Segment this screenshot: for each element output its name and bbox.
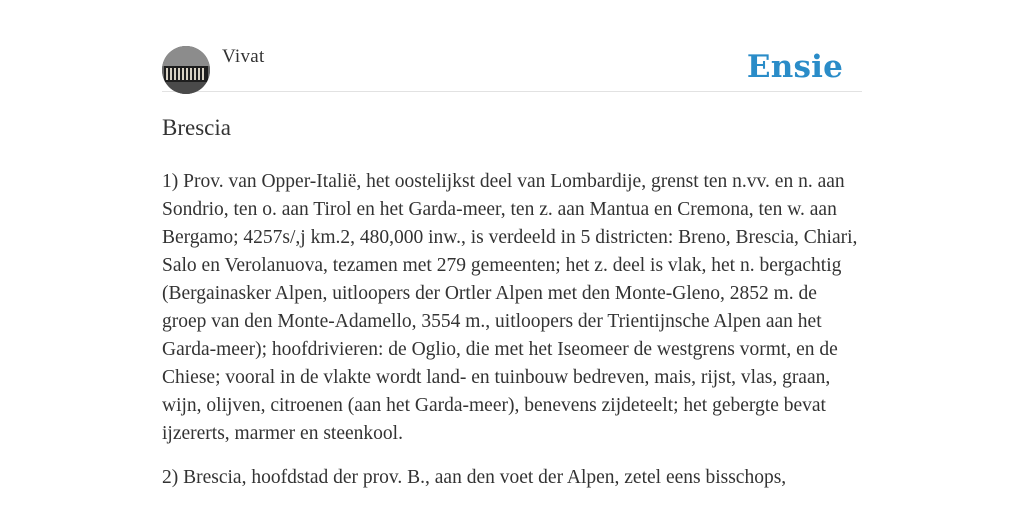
header [162, 46, 862, 92]
article-paragraph: 1) Prov. van Opper-Italië, het oostelijkst deel van Lombardije, grenst ten n.vv. en n. aan Sondrio, ten o. aan Tirol en het Garda-meer, ten z. aan Mantua en Cremona, ten w. aan Bergamo; 4257s/,j km.2, 480,000 inw., is verdeeld in 5 districten: Breno, Brescia, Chiari, Salo en Verolanuova, tezamen met 279 gemeenten; het z. deel is vlak, het n. bergachtig (Bergainasker Alpen, uitloopers der Ortler Alpen met den Monte-Gleno, 2852 m. de groep van den Monte-Adamello, 3554 m., uitloopers der Trientijnsche Alpen aan het Garda-meer); hoofdrivieren: de Oglio, die met het Iseomeer de westgrens vormt, en de Chiese; vooral in de vlakte wordt land- en tuinbouw bedreven, mais, rijst, vlas, graan, wijn, olijven, citroenen (aan het Garda-meer), benevens zijdeteelt; het gebergte bevat ijzererts, marmer en steenkool. [162, 171, 858, 444]
author-name[interactable]: Vivat [222, 46, 265, 67]
article-body [162, 168, 862, 508]
brand-logo[interactable]: Ensie [746, 49, 843, 85]
article-title: Brescia [162, 115, 231, 140]
author-avatar[interactable] [162, 46, 210, 94]
article-paragraph: 2) Brescia, hoofdstad der prov. B., aan den voet der Alpen, zetel eens bisschops, [162, 467, 787, 488]
avatar-image-icon [162, 46, 210, 94]
